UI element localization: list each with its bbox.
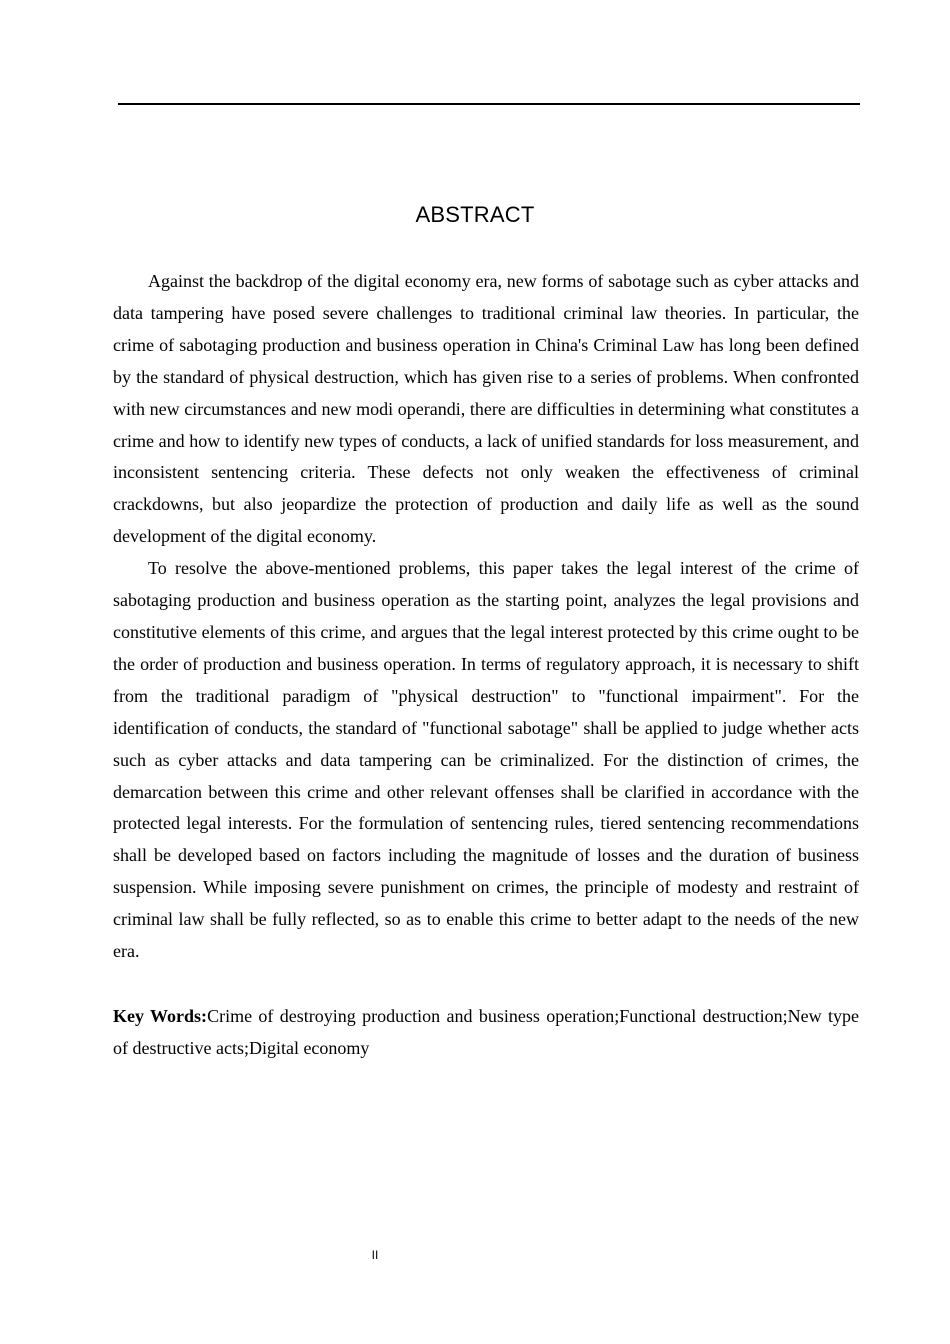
header-rule <box>118 103 860 105</box>
keywords-label: Key Words: <box>113 1006 208 1026</box>
keywords-text: Crime of destroying production and business operation;Functional destruction;New type of destructive acts;Digital economy <box>113 1006 859 1058</box>
page-title: ABSTRACT <box>415 202 535 227</box>
page-number: II <box>371 1248 379 1262</box>
abstract-paragraph-2: To resolve the above-mentioned problems, this paper takes the legal interest of the crime of sabotaging production and business operation as the starting point, analyzes the legal provisions and constitutive elements of this crime, and argues that the legal interest protected by this crime ought to be the order of production and business operation. In terms of regulatory approach, it is necessary to shift from the traditional paradigm of "physical destruction" to "functional impairment". For the identification of conducts, the standard of "functional sabotage" shall be applied to judge whether acts such as cyber attacks and data tampering can be criminalized. For the distinction of crimes, the demarcation between this crime and other relevant offenses shall be clarified in accordance with the protected legal interests. For the formulation of sentencing rules, tiered sentencing recommendations shall be developed based on factors including the magnitude of losses and the duration of business suspension. While imposing severe punishment on crimes, the principle of modesty and restraint of criminal law shall be fully reflected, so as to enable this crime to better adapt to the needs of the new era. <box>113 558 859 962</box>
abstract-paragraph-1: Against the backdrop of the digital economy era, new forms of sabotage such as cyber attacks and data tampering have posed severe challenges to traditional criminal law theories. In particular, the crime of sabotaging production and business operation in China's Criminal Law has long been defined by the standard of physical destruction, which has given rise to a series of problems. When confronted with new circumstances and new modi operandi, there are difficulties in determining what constitutes a crime and how to identify new types of conducts, a lack of unified standards for loss measurement, and inconsistent sentencing criteria. These defects not only weaken the effectiveness of criminal crackdowns, but also jeopardize the protection of production and daily life as well as the sound development of the digital economy. <box>113 271 859 547</box>
abstract-body <box>113 266 859 968</box>
keywords-section <box>113 1001 859 1065</box>
